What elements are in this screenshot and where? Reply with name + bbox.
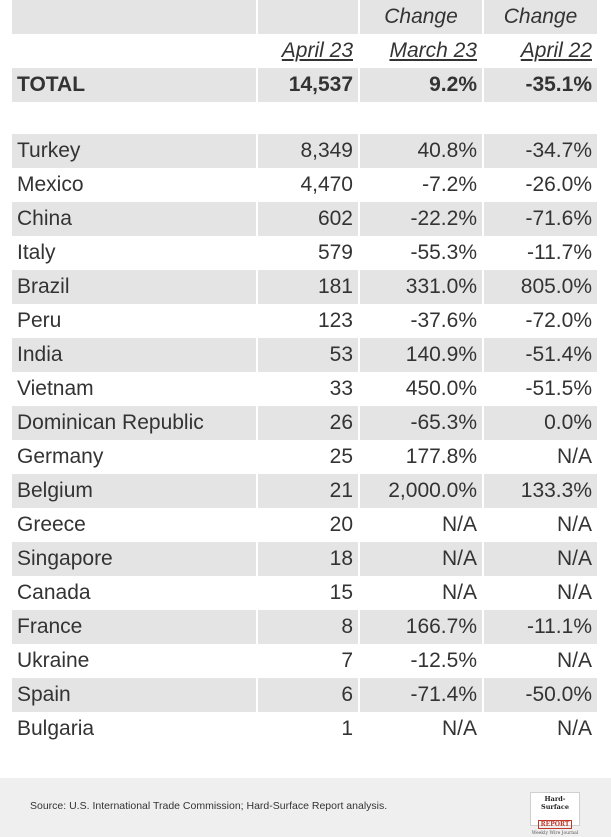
country-cell: Ukraine: [12, 644, 257, 678]
change-yoy-cell: -71.6%: [483, 202, 597, 236]
table-row: [12, 440, 597, 474]
header-period-current: April 23: [257, 34, 359, 68]
value-cell: 15: [257, 576, 359, 610]
value-cell: 21: [257, 474, 359, 508]
change-mom-cell: -22.2%: [359, 202, 483, 236]
change-yoy-cell: N/A: [483, 542, 597, 576]
change-yoy-cell: -11.1%: [483, 610, 597, 644]
change-mom-cell: 40.8%: [359, 134, 483, 168]
change-yoy-cell: -51.5%: [483, 372, 597, 406]
value-cell: 6: [257, 678, 359, 712]
spacer-cell: [12, 102, 257, 134]
value-cell: 1: [257, 712, 359, 746]
spacer-cell: [483, 102, 597, 134]
header-row-2: [12, 34, 597, 68]
table-row: [12, 644, 597, 678]
header-row-1: [12, 0, 597, 34]
table-row: [12, 270, 597, 304]
change-mom-cell: 450.0%: [359, 372, 483, 406]
country-cell: Singapore: [12, 542, 257, 576]
header-change-yoy: Change: [483, 0, 597, 34]
logo-line-2: REPORT: [538, 820, 573, 829]
table-row: [12, 508, 597, 542]
change-yoy-cell: N/A: [483, 440, 597, 474]
change-yoy-cell: 133.3%: [483, 474, 597, 508]
change-mom-cell: 331.0%: [359, 270, 483, 304]
value-cell: 123: [257, 304, 359, 338]
table-row: [12, 372, 597, 406]
change-yoy-cell: N/A: [483, 644, 597, 678]
change-mom-cell: -7.2%: [359, 168, 483, 202]
logo-line-1: Hard-Surface: [541, 795, 569, 811]
value-cell: 181: [257, 270, 359, 304]
value-cell: 4,470: [257, 168, 359, 202]
change-mom-cell: -55.3%: [359, 236, 483, 270]
imports-table: [12, 0, 597, 746]
spacer-row: [12, 102, 597, 134]
table-row: [12, 202, 597, 236]
spacer-cell: [359, 102, 483, 134]
country-cell: France: [12, 610, 257, 644]
table-row: [12, 678, 597, 712]
table-row: [12, 474, 597, 508]
country-cell: Greece: [12, 508, 257, 542]
country-cell: Bulgaria: [12, 712, 257, 746]
header-cell: [12, 0, 257, 34]
country-cell: Vietnam: [12, 372, 257, 406]
change-mom-cell: N/A: [359, 542, 483, 576]
table-row: [12, 576, 597, 610]
table-row: [12, 304, 597, 338]
header-cell: [257, 0, 359, 34]
table-row: [12, 236, 597, 270]
value-cell: 8: [257, 610, 359, 644]
total-row: [12, 68, 597, 102]
table-row: [12, 168, 597, 202]
change-yoy-cell: N/A: [483, 712, 597, 746]
value-cell: 8,349: [257, 134, 359, 168]
logo-line-3: Weekly Wire Journal: [531, 831, 579, 836]
change-yoy-cell: 805.0%: [483, 270, 597, 304]
country-cell: Mexico: [12, 168, 257, 202]
country-cell: Canada: [12, 576, 257, 610]
country-cell: Germany: [12, 440, 257, 474]
change-mom-cell: -65.3%: [359, 406, 483, 440]
header-period-prev-year: April 22: [483, 34, 597, 68]
change-mom-cell: 166.7%: [359, 610, 483, 644]
country-cell: Turkey: [12, 134, 257, 168]
value-cell: 25: [257, 440, 359, 474]
change-yoy-cell: -11.7%: [483, 236, 597, 270]
country-cell: Dominican Republic: [12, 406, 257, 440]
value-cell: 602: [257, 202, 359, 236]
total-mom: 9.2%: [359, 68, 483, 102]
change-mom-cell: 2,000.0%: [359, 474, 483, 508]
imports-table-container: [12, 0, 597, 746]
change-yoy-cell: N/A: [483, 576, 597, 610]
change-yoy-cell: -50.0%: [483, 678, 597, 712]
change-yoy-cell: -26.0%: [483, 168, 597, 202]
value-cell: 20: [257, 508, 359, 542]
change-mom-cell: -12.5%: [359, 644, 483, 678]
table-row: [12, 134, 597, 168]
change-yoy-cell: -34.7%: [483, 134, 597, 168]
country-cell: China: [12, 202, 257, 236]
table-row: [12, 712, 597, 746]
country-cell: Brazil: [12, 270, 257, 304]
header-cell: [12, 34, 257, 68]
table-row: [12, 610, 597, 644]
total-label: TOTAL: [12, 68, 257, 102]
value-cell: 7: [257, 644, 359, 678]
footer: [0, 778, 611, 837]
change-yoy-cell: N/A: [483, 508, 597, 542]
country-cell: Peru: [12, 304, 257, 338]
country-cell: Spain: [12, 678, 257, 712]
country-cell: Belgium: [12, 474, 257, 508]
source-note: Source: U.S. International Trade Commission; Hard-Surface Report analysis.: [30, 800, 388, 812]
value-cell: 18: [257, 542, 359, 576]
change-yoy-cell: 0.0%: [483, 406, 597, 440]
table-row: [12, 406, 597, 440]
country-cell: India: [12, 338, 257, 372]
total-value: 14,537: [257, 68, 359, 102]
change-mom-cell: 140.9%: [359, 338, 483, 372]
spacer-cell: [257, 102, 359, 134]
total-yoy: -35.1%: [483, 68, 597, 102]
value-cell: 579: [257, 236, 359, 270]
change-yoy-cell: -51.4%: [483, 338, 597, 372]
change-mom-cell: N/A: [359, 576, 483, 610]
change-mom-cell: N/A: [359, 508, 483, 542]
hard-surface-report-logo: [530, 792, 580, 836]
table-row: [12, 338, 597, 372]
change-mom-cell: N/A: [359, 712, 483, 746]
change-mom-cell: 177.8%: [359, 440, 483, 474]
header-change-mom: Change: [359, 0, 483, 34]
country-cell: Italy: [12, 236, 257, 270]
change-mom-cell: -71.4%: [359, 678, 483, 712]
table-row: [12, 542, 597, 576]
change-yoy-cell: -72.0%: [483, 304, 597, 338]
value-cell: 33: [257, 372, 359, 406]
value-cell: 26: [257, 406, 359, 440]
header-period-prev-month: March 23: [359, 34, 483, 68]
change-mom-cell: -37.6%: [359, 304, 483, 338]
value-cell: 53: [257, 338, 359, 372]
